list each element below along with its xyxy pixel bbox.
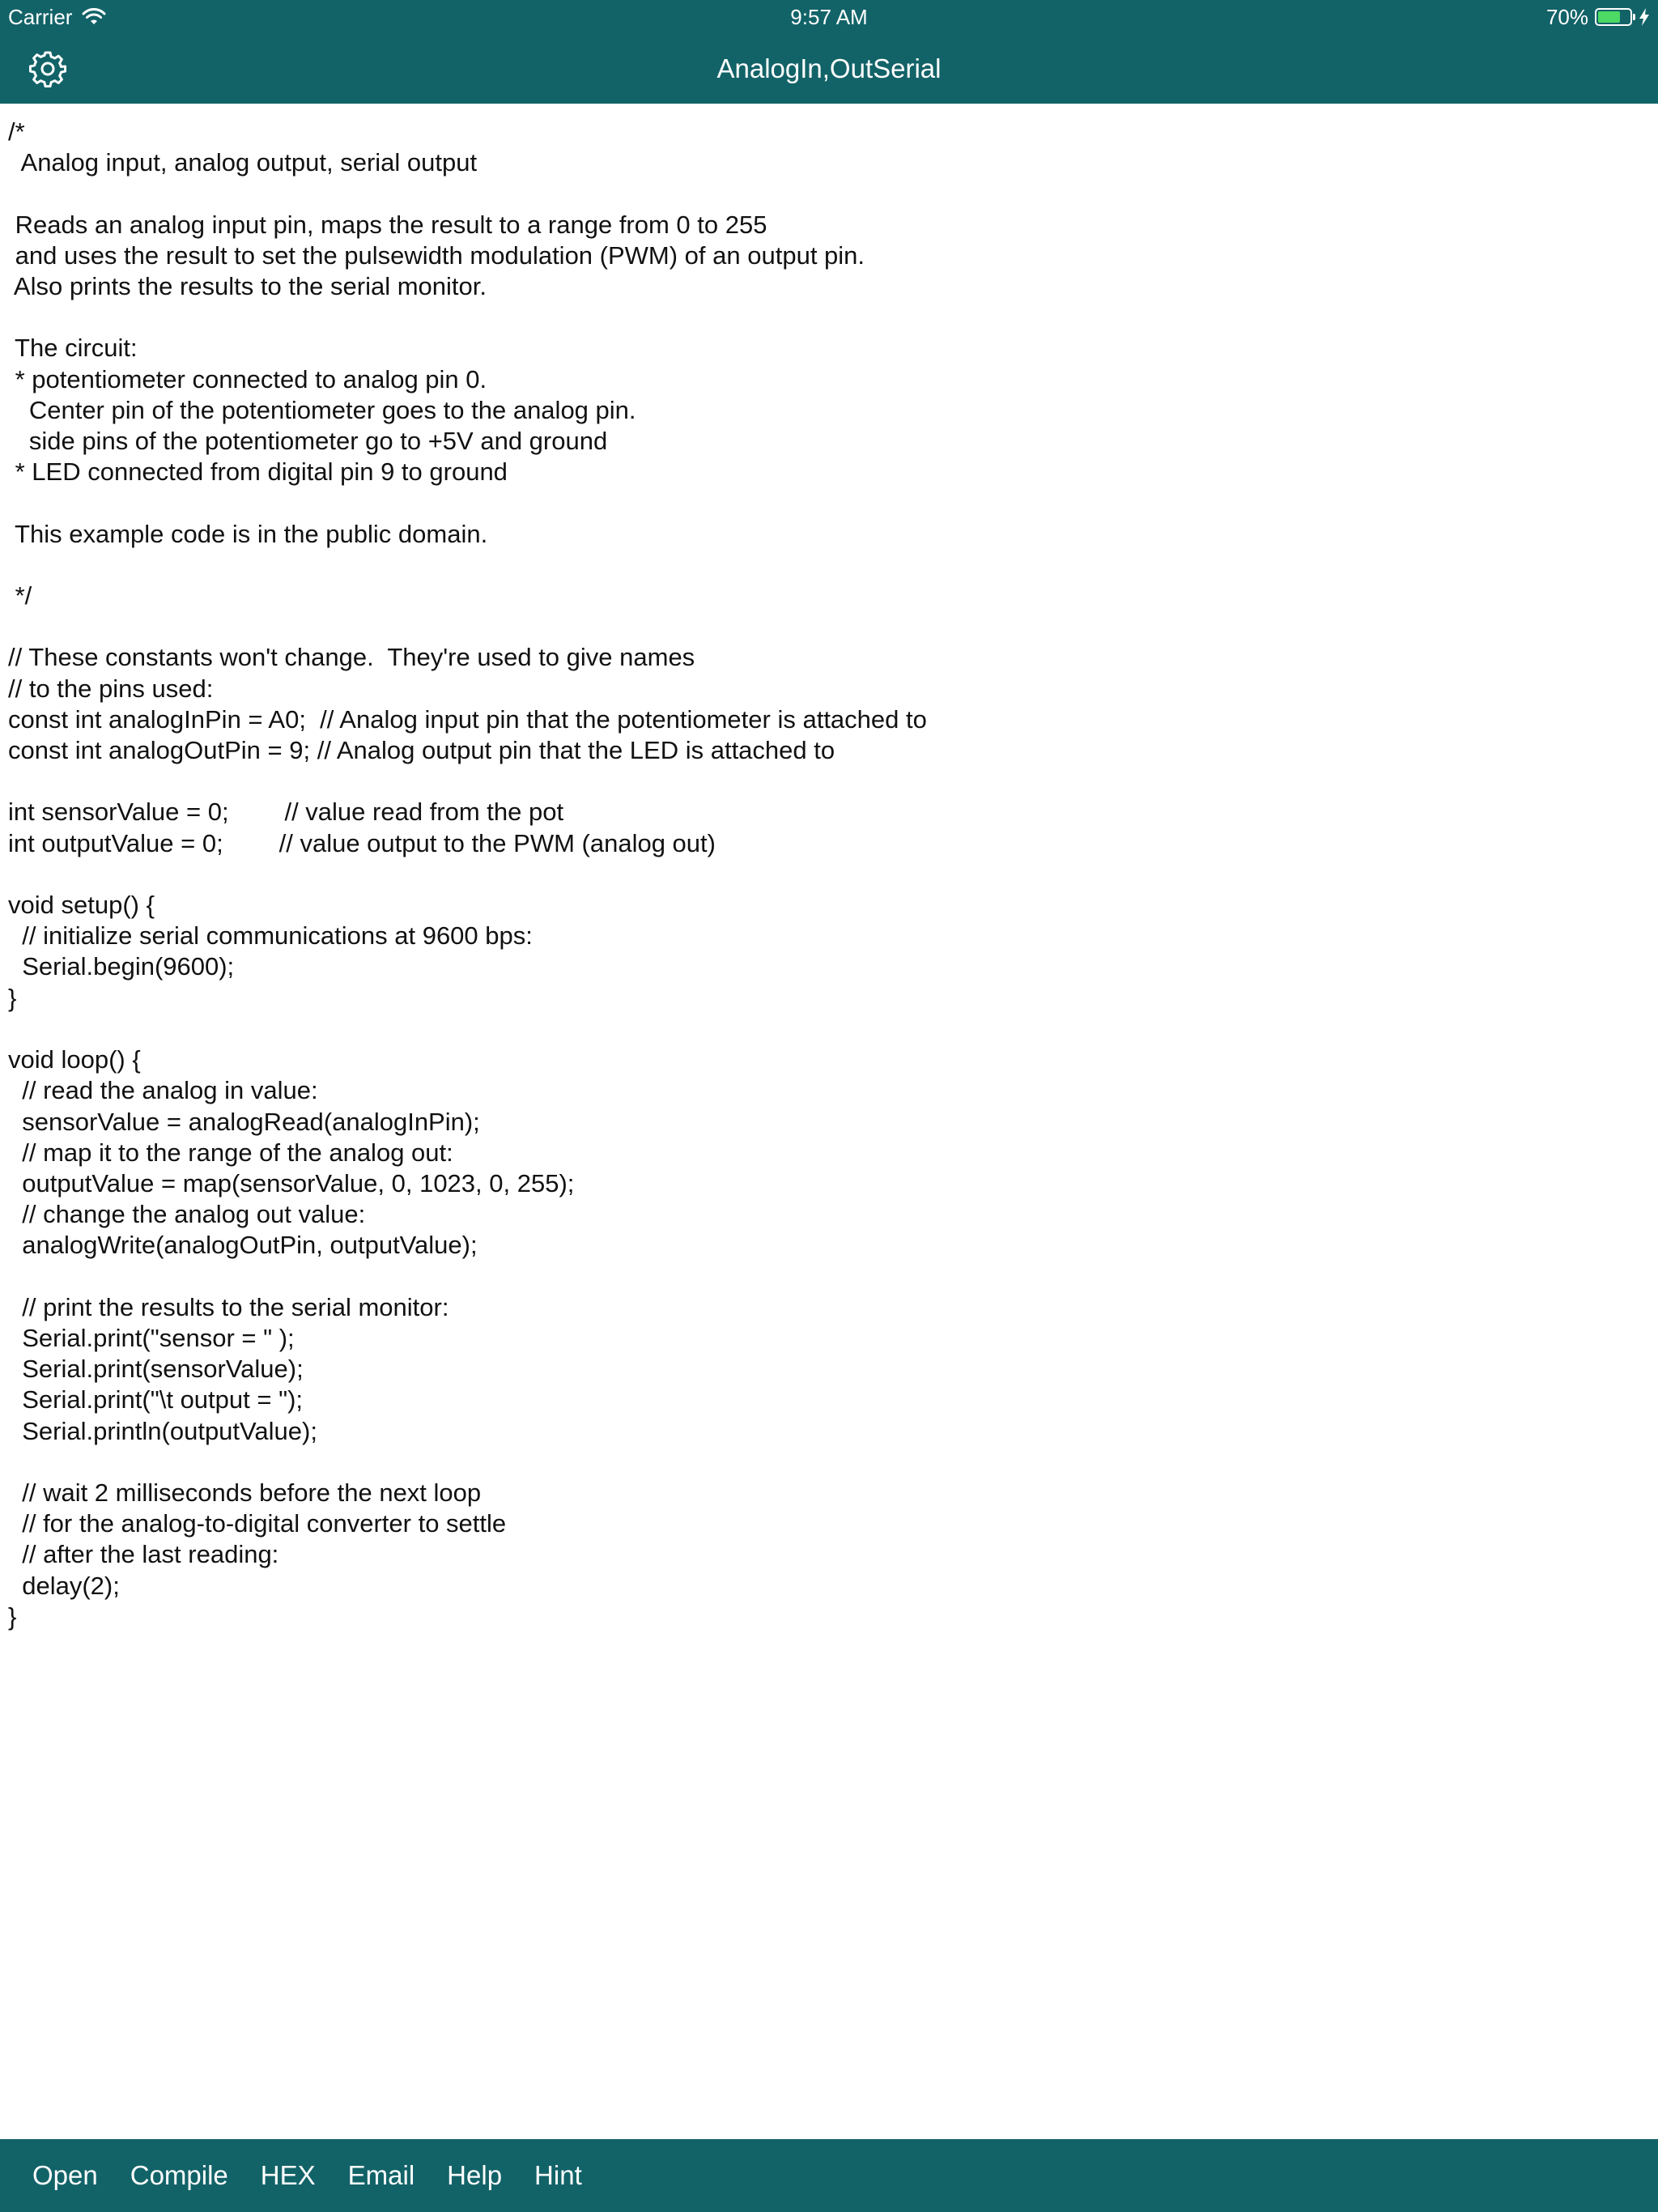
hex-button[interactable]: HEX [260, 2160, 316, 2190]
page-title: AnalogIn,OutSerial [716, 53, 942, 83]
email-button[interactable]: Email [347, 2160, 415, 2190]
compile-button[interactable]: Compile [130, 2160, 228, 2190]
code-editor[interactable]: /* Analog input, analog output, serial output Reads an analog input pin, maps the result to a range from 0 to 255 and uses the result to set the pulsewidth modulation (PWM) of an output pin. Also prints the results to the serial monitor. The circuit: * potentiometer connected to analog pin 0. Center pin of the potentiometer goes to the analog pin. side pins of the potentiometer go to +5V and ground * LED connected from digital pin 9 to ground This example code is in the public domain. */ // These constants won't change. They're used to give names // to the pins used: const int analogInPin = A0; // Analog input pin that the potentiometer is attached to const int analogOutPin = 9; // Analog output pin that the LED is attached to int sensorValue = 0; // value read from the pot int outputValue = 0; // value output to the PWM (analog out) void setup() { // initialize serial communications at 9600 bps: Serial.begin(9600); } void loop() { // read the analog in value: sensorValue = analogRead(analogInPin); // map it to the range of the analog out: outputValue = map(sensorValue, 0, 1023, 0, 255); // change the analog out value: analogWrite(analogOutPin, outputValue); // print the results to the serial monitor: Serial.print("sensor = " ); Serial.print(sensorValue); Serial.print("\t output = "); Serial.println(outputValue); // wait 2 milliseconds before the next loop // for the analog-to-digital converter to settle // after the last reading: delay(2); } [8, 117, 927, 1631]
help-button[interactable]: Help [447, 2160, 503, 2190]
open-button[interactable]: Open [32, 2160, 98, 2190]
top-bar [0, 0, 1658, 104]
carrier-label: Carrier [8, 5, 73, 29]
charging-bolt-icon [1639, 8, 1650, 26]
bottom-toolbar [0, 2139, 1658, 2212]
hint-button[interactable]: Hint [534, 2160, 582, 2190]
battery-percent: 70% [1545, 5, 1588, 29]
battery-icon [1595, 8, 1632, 26]
status-battery [1546, 5, 1650, 29]
battery-level-fill [1598, 11, 1620, 23]
status-time: 9:57 AM [790, 5, 868, 29]
